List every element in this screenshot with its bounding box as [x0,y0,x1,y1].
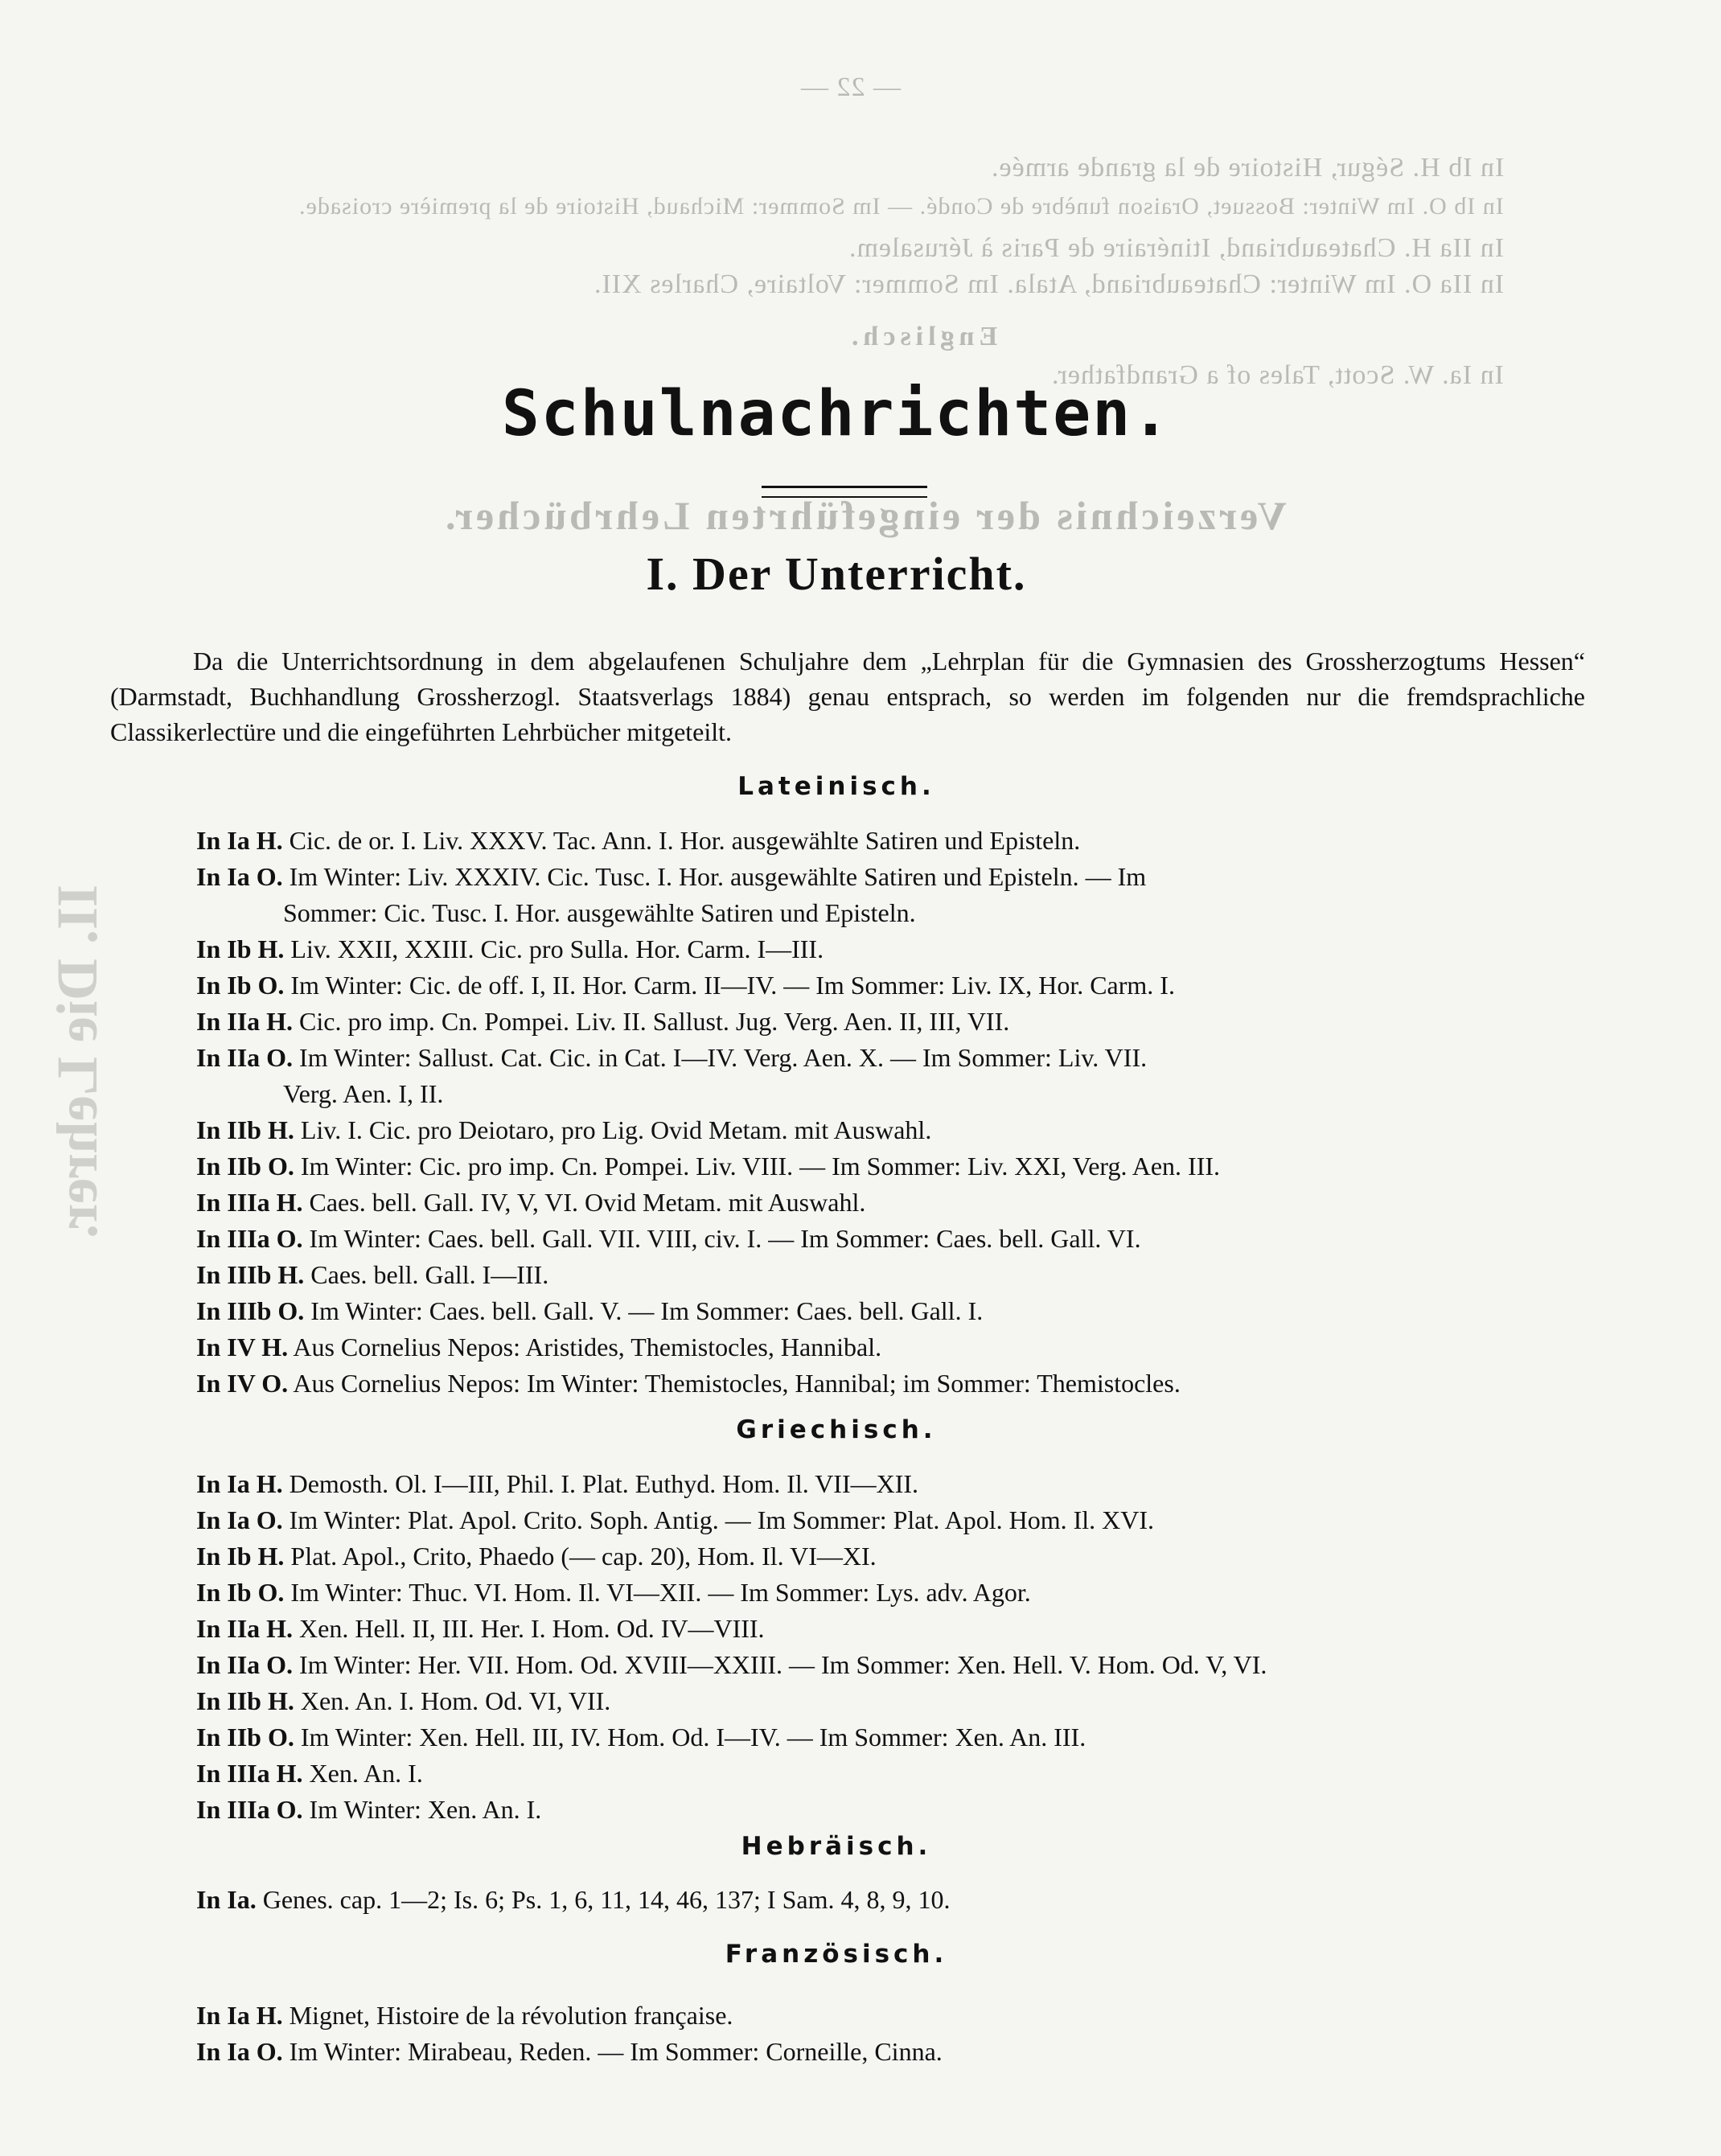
list-item: In IIa H. Cic. pro imp. Cn. Pompei. Liv. II. Sallust. Jug. Verg. Aen. II, III, VII. [196,1007,1010,1036]
list-item: In IIb O. Im Winter: Cic. pro imp. Cn. Pompei. Liv. VIII. — Im Sommer: Liv. XXI, Verg. Aen. III. [196,1152,1221,1181]
list-item: In IV O. Aus Cornelius Nepos: Im Winter: Themistocles, Hannibal; im Sommer: Themistocles. [196,1369,1181,1398]
list-item: In Ia O. Im Winter: Plat. Apol. Crito. Soph. Antig. — Im Sommer: Plat. Apol. Hom. Il. XVI. [196,1505,1155,1534]
list-item: In IIa H. Xen. Hell. II, III. Her. I. Hom. Od. IV—VIII. [196,1614,765,1643]
list-item: In IIa O. Im Winter: Her. VII. Hom. Od. XVIII—XXIII. — Im Sommer: Xen. Hell. V. Hom. Od. V, VI. [196,1650,1267,1679]
list-item: In Ia H. Demosth. Ol. I—III, Phil. I. Plat. Euthyd. Hom. Il. VII—XII. [196,1469,919,1498]
list-item: In Ia O. Im Winter: Mirabeau, Reden. — Im Sommer: Corneille, Cinna. [196,2037,943,2066]
list-item: In IIIa O. Im Winter: Xen. An. I. [196,1795,542,1824]
list-item: In Ib H. Plat. Apol., Crito, Phaedo (— cap. 20), Hom. Il. VI—XI. [196,1542,877,1571]
list-item: In Ia. Genes. cap. 1—2; Is. 6; Ps. 1, 6, 11, 14, 46, 137; I Sam. 4, 8, 9, 10. [196,1885,951,1914]
ghost-heading: Englisch. [846,322,997,351]
list-item: In IIa O. Im Winter: Sallust. Cat. Cic. in Cat. I—IV. Verg. Aen. X. — Im Sommer: Liv. VII. Verg. Aen. I, II. [196,1043,1148,1108]
page-title: Schulnachrichten. [501,378,1172,450]
list-item: In IV H. Aus Cornelius Nepos: Aristides, Themistocles, Hannibal. [196,1333,882,1361]
section-heading: I. Der Unterricht. [646,548,1027,600]
list-item: In Ia H. Cic. de or. I. Liv. XXXV. Tac. Ann. I. Hor. ausgewählte Satiren und Episteln. [196,826,1081,855]
list-item: In IIIa O. Im Winter: Caes. bell. Gall. VII. VIII, civ. I. — Im Sommer: Caes. bell. Gall. VI. [196,1224,1141,1253]
list-item: In IIIa H. Xen. An. I. [196,1759,423,1788]
subhead-french: Französisch. [725,1940,948,1969]
list-item: In IIb O. Im Winter: Xen. Hell. III, IV. Hom. Od. I—IV. — Im Sommer: Xen. An. III. [196,1723,1086,1751]
intro-paragraph: Da die Unterrichtsordnung in dem abgelaufenen Schuljahre dem „Lehrplan für die Gymnasien des Grossherzogtums Hessen“ (Darmstadt, Buchhandlung Grossherzogl. Staatsverlags 1884) genau entsprach, so werden im folgenden nur die fremdsprachliche Classikerlectüre und die eingeführten Lehrbücher mitgeteilt. [110,647,1585,746]
title-rule [762,486,927,498]
ghost-line: In IIa H. Chateaubriand, Itinéraire de Paris à Jérusalem. [848,233,1504,263]
ghost-line: In Ib H. Ségur, Histoire de la grande armée. [990,153,1504,183]
list-item: In Ib O. Im Winter: Thuc. VI. Hom. Il. VI—XII. — Im Sommer: Lys. adv. Agor. [196,1578,1031,1607]
list-item: In Ib O. Im Winter: Cic. de off. I, II. Hor. Carm. II—IV. — Im Sommer: Liv. IX, Hor. Carm. I. [196,971,1175,1000]
ghost-line: In IIa O. Im Winter: Chateaubriand, Atala. Im Sommer: Voltaire, Charles XII. [593,269,1504,299]
list-item: In IIb H. Liv. I. Cic. pro Deiotaro, pro Lig. Ovid Metam. mit Auswahl. [196,1115,932,1144]
list-item: In Ia H. Mignet, Histoire de la révolution française. [196,2001,733,2030]
list-item: In Ib H. Liv. XXII, XXIII. Cic. pro Sulla. Hor. Carm. I—III. [196,934,824,963]
subhead-latin: Lateinisch. [737,772,935,801]
ghost-line: In Ia. W. Scott, Tales of a Grandfather. [1051,360,1504,390]
list-item: In IIIb H. Caes. bell. Gall. I—III. [196,1260,549,1289]
ghost-line: In Ib O. Im Winter: Bossuet, Oraison funèbre de Condé. — Im Sommer: Michaud, Histoire de la première croisade. [298,193,1504,220]
list-item: In IIIa H. Caes. bell. Gall. IV, V, VI. Ovid Metam. mit Auswahl. [196,1188,866,1217]
ghost-page-number: — 22 — [800,72,901,102]
list-item: In IIIb O. Im Winter: Caes. bell. Gall. V. — Im Sommer: Caes. bell. Gall. I. [196,1296,984,1325]
ghost-heading: Verzeichnis der eingeführten Lehrbücher. [442,493,1287,538]
subhead-hebrew: Hebräisch. [741,1832,932,1861]
list-item: In IIb H. Xen. An. I. Hom. Od. VI, VII. [196,1686,611,1715]
list-item: In Ia O. Im Winter: Liv. XXXIV. Cic. Tusc. I. Hor. ausgewählte Satiren und Episteln. — Im Sommer: Cic. Tusc. I. Hor. ausgewählte Satiren und Episteln. [196,862,1147,927]
subhead-greek: Griechisch. [736,1415,937,1444]
ghost-side-heading: II. Die Lehrer. [45,885,109,1238]
